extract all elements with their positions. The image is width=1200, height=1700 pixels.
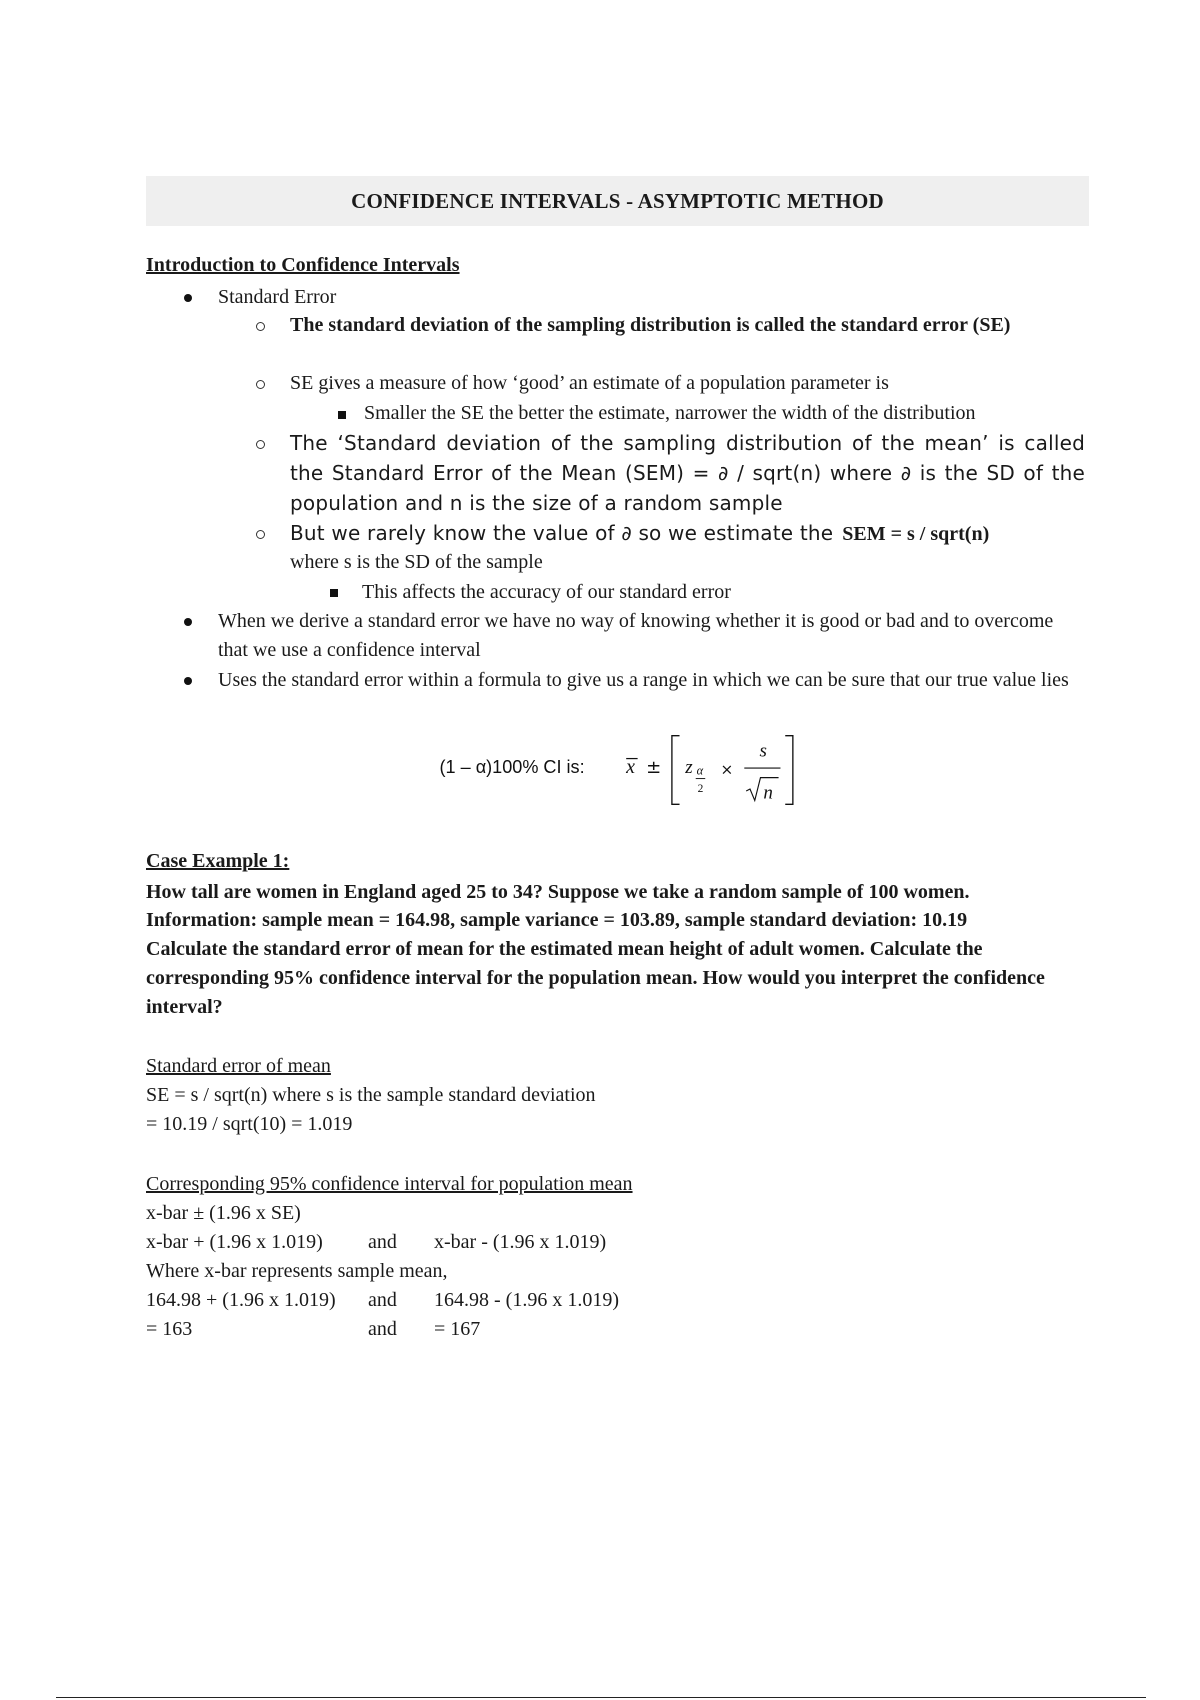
sem-formula: SEM = s / sqrt(n) [842,523,990,545]
case-question-1: How tall are women in England aged 25 to 34? Suppose we take a random sample of 100 women. [146,881,970,903]
bullet-uses-se: Uses the standard error within a formula to give us a range in which we can be sure that our true value lies [218,669,1069,691]
title-banner [146,176,1089,226]
ci-row-4-right: 164.98 - (1.96 x 1.019) [434,1289,619,1311]
sem-estimate-text: But we rarely know the value of ∂ so we estimate the [290,521,834,545]
case-question-calculate: Calculate the standard error of mean for the estimated mean height of adult women. Calculate the corresponding 95% confidence interval for the population mean. How would you interpret the confidence interval? [146,938,1045,1018]
ci-row-4-left: 164.98 + (1.96 x 1.019) [146,1289,336,1311]
bullet-derive-se: When we derive a standard error we have no way of knowing whether it is good or bad and to overcome that we use a confidence interval [218,610,1054,661]
sub-bullet-circle [256,322,265,331]
formula-label: (1 – α)100% CI is: [439,756,585,777]
sub-bullet-sem-definition: The ‘Standard deviation of the sampling distribution of the mean’ is called the Standard Error of the Mean (SEM) = ∂ / sqrt(n) where ∂ is the SD of the population and n is the size of a random sample [290,431,1085,515]
ci-heading: Corresponding 95% confidence interval for population mean [146,1173,633,1195]
formula-plus-minus: ± [646,756,662,778]
sub-sub-bullet-square [338,411,346,419]
intro-heading: Introduction to Confidence Intervals [146,254,460,276]
formula-n: n [763,782,773,804]
ci-row-5-and: and [368,1318,397,1340]
bullet-dot [184,294,192,302]
se-heading: Standard error of mean [146,1055,331,1077]
bullet-dot [184,677,192,685]
sub-bullet-se-definition: The standard deviation of the sampling distribution is called the standard error (SE) [290,314,1011,336]
se-formula-line: SE = s / sqrt(n) where s is the sample standard deviation [146,1084,596,1106]
sub-bullet-se-measure: SE gives a measure of how ‘good’ an estimate of a population parameter is [290,372,889,394]
formula-two: 2 [697,782,704,795]
bullet-standard-error: Standard Error [218,286,337,308]
sub-sub-bullet-smaller-se: Smaller the SE the better the estimate, narrower the width of the distribution [364,402,976,424]
ci-where-line: Where x-bar represents sample mean, [146,1260,448,1282]
sub-bullet-circle [256,380,265,389]
sub-bullet-circle [256,530,265,539]
ci-row-5-left: = 163 [146,1318,193,1340]
sub-bullet-circle [256,440,265,449]
formula-s: s [759,740,767,762]
ci-row-4-and: and [368,1289,397,1311]
right-bracket [785,736,793,805]
formula-z: z [685,756,693,778]
sem-estimate-continuation: where s is the SD of the sample [290,551,543,573]
ci-row-2-and: and [368,1231,397,1253]
ci-formula-line: x-bar ± (1.96 x SE) [146,1202,301,1224]
left-bracket [672,736,680,805]
formula-xbar: x [626,755,636,778]
sub-sub-bullet-accuracy: This affects the accuracy of our standard error [362,581,731,603]
case-question-info: Information: sample mean = 164.98, sample variance = 103.89, sample standard deviation: 10.19 [146,909,968,931]
formula-alpha: α [696,763,704,778]
ci-row-5-right: = 167 [434,1318,481,1340]
sub-sub-bullet-square [330,589,338,597]
formula-times: × [720,760,734,779]
page-title: CONFIDENCE INTERVALS - ASYMPTOTIC METHOD [351,188,884,213]
ci-row-2-right: x-bar - (1.96 x 1.019) [434,1231,607,1253]
sub-bullet-sem-estimate [290,518,989,549]
sqrt-sign [746,778,778,801]
ci-formula [430,730,830,810]
bullet-dot [184,618,192,626]
se-result-line: = 10.19 / sqrt(10) = 1.019 [146,1113,353,1135]
page-bottom-rule [56,1697,1146,1698]
case-example-heading: Case Example 1: [146,850,290,872]
ci-row-2-left: x-bar + (1.96 x 1.019) [146,1231,323,1253]
